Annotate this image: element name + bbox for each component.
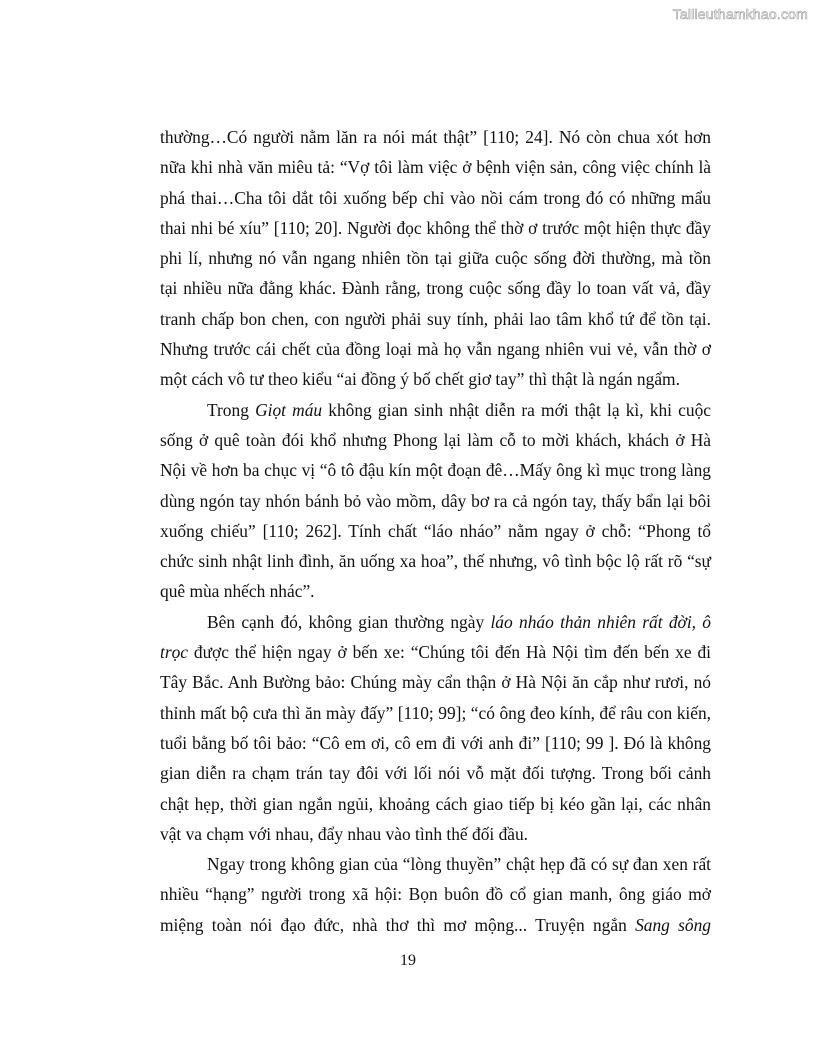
- text-line: [160, 334, 711, 364]
- page-number: 19: [400, 952, 416, 969]
- text-run: dùng ngón tay nhón bánh bỏ vào mồm, dây bơ ra cả ngón tay, thấy bẩn lại bôi: [160, 490, 711, 511]
- text-line: [160, 698, 711, 728]
- text-run: Ngay trong không gian của “lòng thuyền” chật hẹp đã có sự đan xen rất: [207, 854, 711, 875]
- italic-text: trọc: [160, 642, 189, 663]
- text-line: [160, 364, 711, 394]
- text-run: Trong: [207, 399, 256, 420]
- text-line: [160, 879, 711, 909]
- text-line: [160, 516, 711, 546]
- text-line: [160, 213, 711, 243]
- text-run: thỉnh mất bộ cưa thì ăn mày đấy” [110; 99]; “có ông đeo kính, để râu con kiến,: [160, 702, 711, 723]
- text-line: [160, 607, 711, 637]
- text-line: [160, 910, 711, 940]
- document-body: [160, 122, 711, 940]
- text-line: [160, 273, 711, 303]
- text-run: tuổi bằng bố tôi bảo: “Cô em ơi, cô em đi với anh đi” [110; 99 ]. Đó là không: [160, 732, 711, 753]
- text-run: phi lí, nhưng nó vẫn ngang nhiên tồn tại giữa cuộc sống đời thường, mà tồn: [160, 248, 711, 269]
- text-run: tại nhiều nữa đằng khác. Đành rằng, trong cuộc sống đầy lo toan vất vả, đầy: [160, 278, 711, 299]
- text-run: không gian sinh nhật diễn ra mới thật lạ kì, khi cuộc: [322, 399, 711, 420]
- text-line: [160, 122, 711, 152]
- text-run: phá thai…Cha tôi dắt tôi xuống bếp chỉ vào nồi cám trong đó có những mẩu: [160, 187, 711, 208]
- text-line: [160, 576, 711, 606]
- text-run: quê mùa nhếch nhác”.: [160, 581, 315, 602]
- text-run: nhiều “hạng” người trong xã hội: Bọn buôn đồ cổ gian manh, ông giáo mở: [160, 884, 711, 905]
- text-run: sống ở quê toàn đói khổ nhưng Phong lại làm cỗ to mời khách, khách ở Hà: [160, 429, 711, 450]
- text-line: [160, 637, 711, 667]
- text-line: [160, 152, 711, 182]
- text-run: xuống chiếu” [110; 262]. Tính chất “láo nháo” nằm ngay ở chỗ: “Phong tổ: [160, 520, 711, 541]
- text-run: Nội về hơn ba chục vị “ô tô đậu kín một đoạn đê…Mấy ông kì mục trong làng: [160, 460, 711, 481]
- text-run: gian diễn ra chạm trán tay đôi với lối nói vỗ mặt đối tượng. Trong bối cảnh: [160, 763, 711, 784]
- italic-text: Giọt máu: [255, 399, 323, 420]
- watermark: Tailieuthamkhao.com: [672, 6, 808, 22]
- text-run: chức sinh nhật linh đình, ăn uống xa hoa”, thế nhưng, vô tình bộc lộ rất rõ “sự: [160, 551, 711, 572]
- text-run: tranh chấp bon chen, con người phải suy tính, phải lao tâm khổ tứ để tồn tại.: [160, 308, 711, 329]
- text-line: [160, 425, 711, 455]
- text-run: được thể hiện ngay ở bến xe: “Chúng tôi đến Hà Nội tìm đến bến xe đi: [188, 642, 711, 663]
- text-line: [160, 183, 711, 213]
- text-line: [160, 667, 711, 697]
- text-line: [160, 486, 711, 516]
- text-run: chật hẹp, thời gian ngắn ngủi, khoảng cách giao tiếp bị kéo gần lại, các nhân: [160, 793, 711, 814]
- text-run: nữa khi nhà văn miêu tả: “Vợ tôi làm việc ở bệnh viện sản, công việc chính là: [160, 157, 711, 178]
- text-line: [160, 243, 711, 273]
- text-run: thai nhi bé xíu” [110; 20]. Người đọc không thể thờ ơ trước một hiện thực đầy: [160, 217, 711, 238]
- text-line: [160, 304, 711, 334]
- text-line: [160, 455, 711, 485]
- text-run: Bên cạnh đó, không gian thường ngày: [207, 611, 491, 632]
- text-run: miệng toàn nói đạo đức, nhà thơ thì mơ mộng... Truyện ngắn: [160, 914, 636, 935]
- text-run: thường…Có người nằm lăn ra nói mát thật” [110; 24]. Nó còn chua xót hơn: [160, 127, 711, 147]
- text-run: Nhưng trước cái chết của đồng loại mà họ vẫn ngang nhiên vui vẻ, vẫn thờ ơ: [160, 339, 711, 360]
- text-run: vật va chạm với nhau, đẩy nhau vào tình thế đối đầu.: [160, 823, 529, 844]
- text-line: [160, 849, 711, 879]
- text-line: [160, 546, 711, 576]
- text-run: Tây Bắc. Anh Bường bảo: Chúng mày cẩn thận ở Hà Nội ăn cắp như rươi, nó: [160, 672, 711, 693]
- text-line: [160, 789, 711, 819]
- text-line: [160, 728, 711, 758]
- italic-text: Sang sông: [635, 914, 711, 935]
- text-line: [160, 758, 711, 788]
- text-run: một cách vô tư theo kiểu “ai đồng ý bố chết giơ tay” thì thật là ngán ngẩm.: [160, 369, 680, 390]
- italic-text: láo nháo thản nhiên rất đời, ô: [490, 611, 711, 632]
- text-line: [160, 819, 711, 849]
- text-line: [160, 395, 711, 425]
